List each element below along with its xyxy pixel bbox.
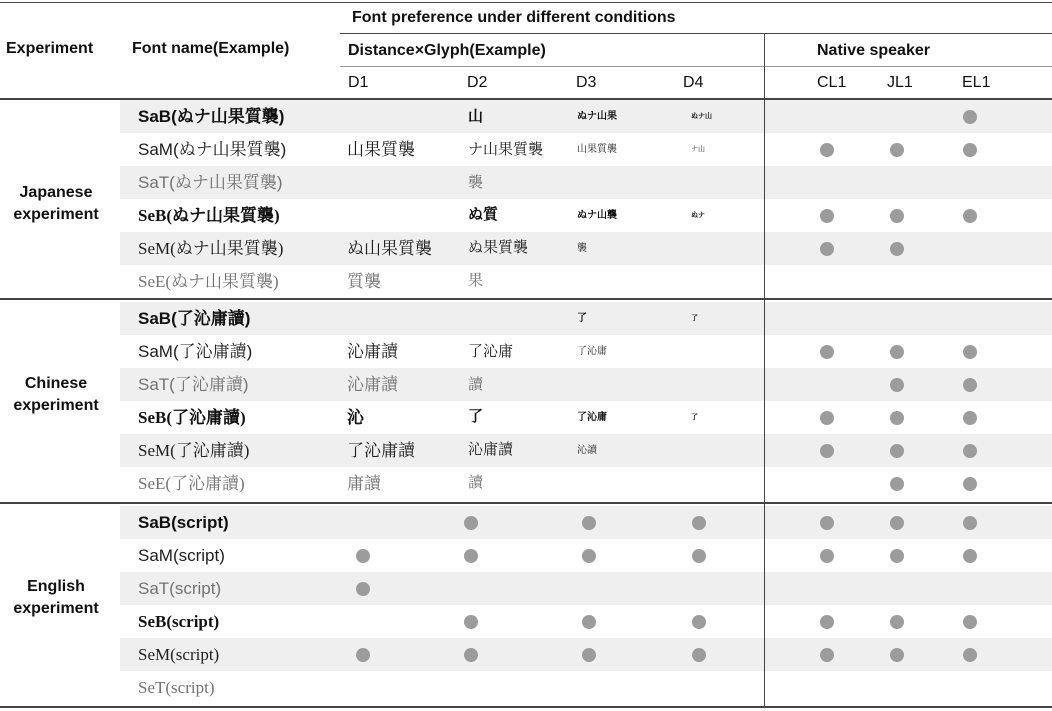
- preference-dot-d2: [464, 516, 478, 530]
- native-preference-dot-cl1: [820, 516, 834, 530]
- native-preference-dot-jl1: [890, 242, 904, 256]
- conditions-rule: [340, 33, 1052, 34]
- preference-dot-d2: [464, 648, 478, 662]
- experiment-label: [0, 576, 112, 620]
- table-row: [0, 335, 1052, 368]
- glyph-example-d2: 讀: [468, 376, 484, 393]
- experiment-label-line: experiment: [13, 600, 99, 617]
- table-row: [0, 671, 1052, 704]
- experiment-label-line: Chinese: [24, 375, 88, 392]
- table-row: [0, 166, 1052, 199]
- preference-dot-d1: [356, 582, 370, 596]
- font-name: SeB(script): [138, 612, 220, 631]
- native-preference-dot-jl1: [890, 516, 904, 530]
- table-row: [0, 638, 1052, 671]
- native-preference-dot-jl1: [890, 209, 904, 223]
- preference-dot-d3: [582, 549, 596, 563]
- glyph-example-d4: ぬナ: [691, 211, 705, 219]
- group-separator-rule: [0, 502, 1052, 504]
- glyph-example-d2: 了沁庸: [468, 343, 514, 360]
- glyph-example-d2: 沁庸讀: [468, 442, 514, 458]
- native-speaker-divider: [764, 33, 765, 708]
- native-preference-dot-jl1: [890, 143, 904, 157]
- font-name: SaM(script): [138, 546, 225, 565]
- table-row: [0, 100, 1052, 133]
- font-name: SaB(ぬナ山果質襲): [138, 107, 285, 126]
- glyph-example-d3: 沁讀: [577, 445, 597, 456]
- font-name: SaB(script): [138, 513, 229, 532]
- glyph-example-d4: ぬナ山: [691, 113, 712, 120]
- font-name: SeE(了沁庸讀): [138, 474, 245, 493]
- native-preference-dot-cl1: [820, 444, 834, 458]
- glyph-example-d1: ぬ山果質襲: [347, 239, 432, 258]
- native-preference-dot-jl1: [890, 648, 904, 662]
- table-row: [0, 302, 1052, 335]
- preference-dot-d3: [582, 648, 596, 662]
- font-name: SeB(ぬナ山果質襲): [138, 206, 280, 225]
- glyph-example-d2: ぬ果質襲: [468, 240, 529, 256]
- table-row: [0, 232, 1052, 265]
- column-header-jl1: JL1: [887, 74, 913, 91]
- preference-dot-d4: [692, 549, 706, 563]
- font-name: SeB(了沁庸讀): [138, 408, 246, 427]
- glyph-example-d2: 果: [468, 273, 484, 289]
- column-header-d1: D1: [348, 74, 369, 91]
- table-row: [0, 605, 1052, 638]
- font-name: SeT(script): [138, 678, 215, 697]
- glyph-example-d2: 襲: [468, 174, 484, 191]
- glyph-example-d3: 了沁庸: [577, 346, 607, 357]
- glyph-example-d1: 沁庸讀: [347, 375, 398, 394]
- column-header-d4: D4: [683, 74, 704, 91]
- preference-dot-d3: [582, 615, 596, 629]
- native-preference-dot-cl1: [820, 242, 834, 256]
- column-header-d3: D3: [576, 74, 597, 91]
- table-row: [0, 265, 1052, 298]
- header-bottom-rule: [0, 98, 1052, 100]
- font-name: SeM(script): [138, 645, 220, 664]
- native-preference-dot-el1: [963, 411, 977, 425]
- experiment-label-line: experiment: [13, 397, 99, 414]
- glyph-example-d2: 山: [468, 108, 484, 125]
- native-preference-dot-el1: [963, 378, 977, 392]
- bottom-rule: [0, 706, 1052, 708]
- native-speaker-header: Native speaker: [817, 42, 930, 59]
- glyph-example-d1: 了沁庸讀: [347, 441, 415, 460]
- glyph-example-d3: 了沁庸: [577, 412, 607, 423]
- native-preference-dot-jl1: [890, 378, 904, 392]
- preference-dot-d4: [692, 516, 706, 530]
- glyph-example-d4: ナ山: [691, 146, 705, 153]
- glyph-example-d2: ナ山果質襲: [468, 141, 544, 158]
- glyph-example-d4: 了: [691, 413, 698, 421]
- experiment-label: [0, 373, 112, 417]
- conditions-header: Font preference under different conditions: [352, 9, 676, 26]
- preference-dot-d4: [692, 615, 706, 629]
- font-name: SaT(了沁庸讀): [138, 375, 249, 394]
- native-preference-dot-el1: [963, 143, 977, 157]
- row-shading: [120, 572, 1052, 605]
- glyph-example-d3: 山果質襲: [577, 144, 617, 155]
- column-header-el1: EL1: [962, 74, 991, 91]
- native-preference-dot-jl1: [890, 549, 904, 563]
- font-name: SaT(script): [138, 579, 222, 598]
- table-row: [0, 434, 1052, 467]
- experiment-label-line: Japanese: [19, 184, 93, 201]
- glyph-example-d3: ぬナ山襲: [577, 210, 617, 221]
- native-preference-dot-el1: [963, 110, 977, 124]
- glyph-example-d2: ぬ質: [468, 207, 499, 223]
- glyph-example-d1: 庸讀: [347, 474, 381, 493]
- top-rule: [0, 2, 1052, 3]
- subheader-rule: [340, 66, 1052, 67]
- native-preference-dot-el1: [963, 444, 977, 458]
- native-preference-dot-cl1: [820, 615, 834, 629]
- table-row: [0, 199, 1052, 232]
- distance-glyph-header: Distance×Glyph(Example): [348, 42, 546, 59]
- glyph-example-d3: 襲: [577, 243, 587, 254]
- native-preference-dot-cl1: [820, 549, 834, 563]
- font-name: SaB(了沁庸讀): [138, 309, 251, 328]
- native-preference-dot-el1: [963, 516, 977, 530]
- native-preference-dot-jl1: [890, 411, 904, 425]
- preference-dot-d2: [464, 549, 478, 563]
- native-preference-dot-jl1: [890, 444, 904, 458]
- native-preference-dot-cl1: [820, 345, 834, 359]
- experiment-label: [0, 182, 112, 226]
- font-name: SaM(ぬナ山果質襲): [138, 140, 287, 159]
- font-name-header: Font name(Example): [132, 40, 290, 57]
- column-header-d2: D2: [467, 74, 488, 91]
- preference-dot-d3: [582, 516, 596, 530]
- native-preference-dot-el1: [963, 345, 977, 359]
- native-preference-dot-el1: [963, 477, 977, 491]
- preference-dot-d1: [356, 549, 370, 563]
- native-preference-dot-cl1: [820, 648, 834, 662]
- glyph-example-d3: 了: [577, 313, 587, 324]
- group-separator-rule: [0, 298, 1052, 300]
- glyph-example-d4: 了: [691, 315, 698, 322]
- row-shading: [120, 368, 1052, 401]
- experiment-header: Experiment: [6, 40, 94, 57]
- glyph-example-d2: 讀: [468, 475, 484, 491]
- table-row: [0, 506, 1052, 539]
- native-preference-dot-jl1: [890, 615, 904, 629]
- native-preference-dot-jl1: [890, 477, 904, 491]
- native-preference-dot-cl1: [820, 411, 834, 425]
- glyph-example-d2: 了: [468, 409, 484, 425]
- font-name: SeM(ぬナ山果質襲): [138, 239, 284, 258]
- column-header-cl1: CL1: [817, 74, 847, 91]
- font-name: SaM(了沁庸讀): [138, 342, 253, 361]
- native-preference-dot-el1: [963, 648, 977, 662]
- glyph-example-d1: 沁庸讀: [347, 342, 398, 361]
- table-row: [0, 539, 1052, 572]
- preference-dot-d1: [356, 648, 370, 662]
- native-preference-dot-el1: [963, 615, 977, 629]
- native-preference-dot-el1: [963, 549, 977, 563]
- font-name: SeE(ぬナ山果質襲): [138, 272, 279, 291]
- table-row: [0, 133, 1052, 166]
- glyph-example-d1: 質襲: [347, 272, 381, 291]
- glyph-example-d1: 沁: [347, 408, 364, 427]
- table-row: [0, 401, 1052, 434]
- experiment-label-line: English: [27, 578, 85, 595]
- glyph-example-d1: 山果質襲: [347, 140, 415, 159]
- native-preference-dot-el1: [963, 209, 977, 223]
- experiment-label-line: experiment: [13, 206, 99, 223]
- native-preference-dot-jl1: [890, 345, 904, 359]
- font-name: SeM(了沁庸讀): [138, 441, 250, 460]
- glyph-example-d3: ぬナ山果: [577, 111, 617, 122]
- native-preference-dot-cl1: [820, 143, 834, 157]
- preference-dot-d4: [692, 648, 706, 662]
- preference-dot-d2: [464, 615, 478, 629]
- table-row: [0, 368, 1052, 401]
- table-row: [0, 572, 1052, 605]
- table-row: [0, 467, 1052, 500]
- native-preference-dot-cl1: [820, 209, 834, 223]
- font-name: SaT(ぬナ山果質襲): [138, 173, 283, 192]
